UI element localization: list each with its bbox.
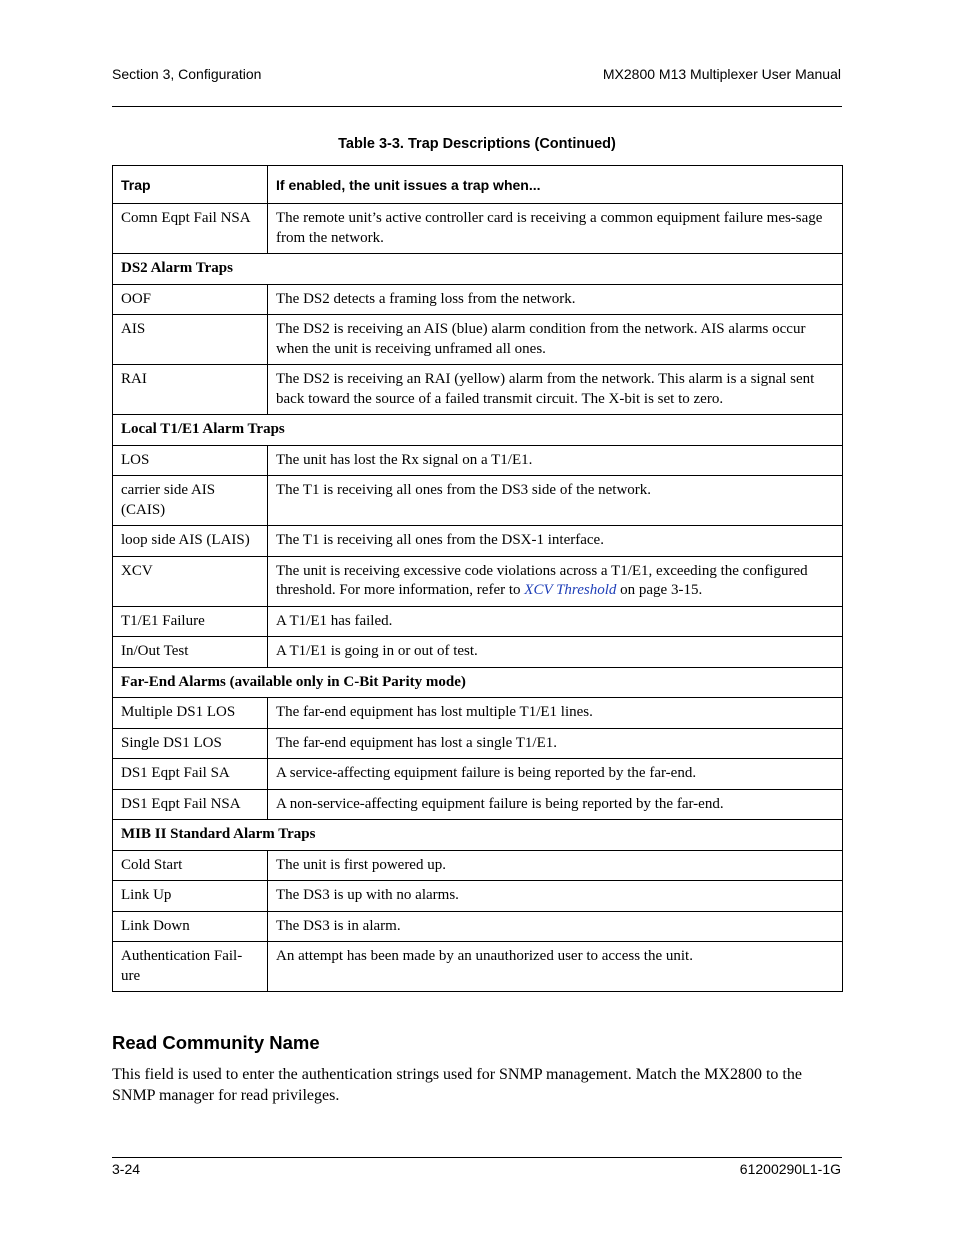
trap-description-cell: A T1/E1 has failed. (268, 606, 843, 637)
table-header-row (113, 166, 843, 204)
trap-description-cell: The T1 is receiving all ones from the DSX-1 interface. (268, 526, 843, 557)
table-row (113, 789, 843, 820)
trap-description-cell: The unit has lost the Rx signal on a T1/E1. (268, 445, 843, 476)
trap-name-cell: Multiple DS1 LOS (113, 698, 268, 729)
group-heading: DS2 Alarm Traps (113, 254, 843, 285)
trap-name-cell: T1/E1 Failure (113, 606, 268, 637)
table-row (113, 365, 843, 415)
trap-name-cell: Authentication Fail-ure (113, 942, 268, 992)
trap-description-cell: The far-end equipment has lost multiple T1/E1 lines. (268, 698, 843, 729)
table-group-row (113, 254, 843, 285)
xcv-threshold-link[interactable]: XCV Threshold (524, 582, 617, 598)
section-body-text: This field is used to enter the authentication strings used for SNMP management. Match the MX2800 to the SNMP manager for read privileges. (112, 1066, 802, 1104)
table-row (113, 637, 843, 668)
trap-name-cell: AIS (113, 315, 268, 365)
table-row (113, 942, 843, 992)
trap-name-cell: carrier side AIS (CAIS) (113, 476, 268, 526)
trap-description-cell: The DS3 is up with no alarms. (268, 881, 843, 912)
table-row (113, 759, 843, 790)
table-row (113, 526, 843, 557)
table-row (113, 881, 843, 912)
trap-name-cell: RAI (113, 365, 268, 415)
table-caption: Table 3-3. Trap Descriptions (Continued) (338, 136, 616, 152)
trap-description-cell: The DS2 is receiving an AIS (blue) alarm condition from the network. AIS alarms occur when the unit is receiving unframed all ones. (268, 315, 843, 365)
table-group-row (113, 667, 843, 698)
trap-name-cell: Comn Eqpt Fail NSA (113, 204, 268, 254)
column-header-description: If enabled, the unit issues a trap when... (268, 166, 843, 204)
trap-description-cell: An attempt has been made by an unauthorized user to access the unit. (268, 942, 843, 992)
trap-description-cell: The far-end equipment has lost a single T1/E1. (268, 728, 843, 759)
table-row (113, 606, 843, 637)
trap-name-cell: In/Out Test (113, 637, 268, 668)
table-row (113, 284, 843, 315)
table-body (113, 204, 843, 992)
table-row (113, 315, 843, 365)
trap-name-cell: LOS (113, 445, 268, 476)
trap-name-cell: loop side AIS (LAIS) (113, 526, 268, 557)
trap-name-cell: Link Up (113, 881, 268, 912)
trap-description-cell: The T1 is receiving all ones from the DS3 side of the network. (268, 476, 843, 526)
group-heading: MIB II Standard Alarm Traps (113, 820, 843, 851)
table-row (113, 728, 843, 759)
table-row (113, 556, 843, 606)
document-number: 61200290L1-1G (739, 1161, 841, 1177)
trap-name-cell: DS1 Eqpt Fail NSA (113, 789, 268, 820)
table-group-row (113, 820, 843, 851)
table-row (113, 204, 843, 254)
trap-description-cell: The DS2 detects a framing loss from the network. (268, 284, 843, 315)
trap-description-cell: A service-affecting equipment failure is being reported by the far-end. (268, 759, 843, 790)
trap-name-cell: Cold Start (113, 850, 268, 881)
trap-name-cell: Link Down (113, 911, 268, 942)
running-header-manual-title: MX2800 M13 Multiplexer User Manual (602, 66, 841, 82)
trap-description-cell: The remote unit’s active controller card is receiving a common equipment failure mes-sage from the network. (268, 204, 843, 254)
table-row (113, 911, 843, 942)
table-row (113, 445, 843, 476)
trap-description-cell: A non-service-affecting equipment failure is being reported by the far-end. (268, 789, 843, 820)
section-heading: Read Community Name (112, 1032, 320, 1053)
table-row (113, 476, 843, 526)
group-heading: Far-End Alarms (available only in C-Bit Parity mode) (113, 667, 843, 698)
trap-description-cell: The DS3 is in alarm. (268, 911, 843, 942)
trap-description-cell (268, 556, 843, 606)
table-row (113, 850, 843, 881)
header-divider (112, 106, 842, 107)
desc-text-before: The unit is receiving excessive code violations across a T1/E1, exceeding the configured threshold. For more information, refer to (276, 562, 808, 598)
footer-divider (112, 1157, 842, 1158)
trap-description-cell: The DS2 is receiving an RAI (yellow) alarm from the network. This alarm is a signal sent back toward the source of a failed transmit circuit. The X-bit is set to zero. (268, 365, 843, 415)
trap-name-cell: OOF (113, 284, 268, 315)
desc-text-after: on page 3-15. (616, 582, 703, 598)
table-row (113, 698, 843, 729)
page-number: 3-24 (112, 1161, 141, 1177)
trap-description-cell: A T1/E1 is going in or out of test. (268, 637, 843, 668)
trap-descriptions-table (112, 165, 843, 992)
column-header-trap: Trap (113, 166, 268, 204)
trap-name-cell: XCV (113, 556, 268, 606)
trap-description-cell: The unit is first powered up. (268, 850, 843, 881)
trap-name-cell: DS1 Eqpt Fail SA (113, 759, 268, 790)
group-heading: Local T1/E1 Alarm Traps (113, 415, 843, 446)
trap-name-cell: Single DS1 LOS (113, 728, 268, 759)
running-header-section: Section 3, Configuration (112, 66, 262, 82)
table-group-row (113, 415, 843, 446)
